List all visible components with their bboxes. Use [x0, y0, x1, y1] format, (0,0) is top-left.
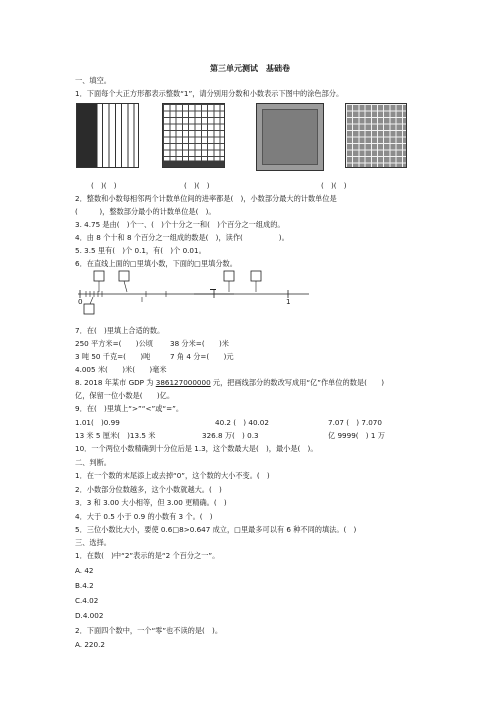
- question-8-line-1: [75, 378, 384, 387]
- section-heading-fill: 一、填空。: [75, 76, 111, 85]
- number-line-figure: [74, 268, 314, 318]
- section-heading-choice: 三、选择。: [75, 538, 111, 547]
- question-8-underlined-number: 386127000000: [155, 378, 211, 387]
- judge-item-1: 1．在一个数的末尾添上或去掉“0”，这个数的大小不变。( ): [75, 471, 270, 480]
- question-9-r2-c3: 亿 9999( ) 1 万: [328, 431, 385, 440]
- number-line-one: 1: [286, 297, 291, 306]
- question-7-b2: 7 角 4 分=( )元: [170, 352, 234, 361]
- choice-q1-option-c: C.4.02: [75, 596, 99, 605]
- question-8-text-post: 元，把画线部分的数改写成用“亿”作单位的数是( ): [210, 378, 385, 387]
- judge-item-4: 4．大于 0.5 小于 0.9 的小数有 3 个。( ): [75, 512, 213, 521]
- question-7-b1: 3 吨 50 千克=( )吨: [75, 352, 151, 361]
- question-9-r1-c3: 7.07 ( ) 7.070: [328, 418, 382, 427]
- question-2-line-2: ( )，整数部分最小的计数单位是( )。: [75, 207, 216, 216]
- question-7-a1: 250 平方米=( )公顷: [75, 339, 153, 348]
- section-heading-judge: 二、判断。: [75, 458, 111, 467]
- question-3: 3. 4.75 是由( )个一、( )个十分之一和( )个百分之一组成的。: [75, 220, 285, 229]
- judge-item-3: 3．3 和 3.00 大小相等，但 3.00 更精确。( ): [75, 498, 227, 507]
- question-9-r1-c2: 40.2 ( ) 40.02: [215, 418, 269, 427]
- question-7-c: 4.005 米( )米( )毫米: [75, 365, 167, 374]
- question-6: 6．在直线上面的□里填小数，下面的□里填分数。: [75, 259, 237, 268]
- question-8-text: 8. 2018 年某市 GDP 为: [75, 378, 156, 387]
- shaded-square-figure: [256, 103, 324, 171]
- choice-question-1: 1．在数( )中“2”表示的是“2 个百分之一”。: [75, 551, 220, 560]
- question-10: 10．一个两位小数精确到十分位后是 1.3，这个数最大是( )，最小是( )。: [75, 444, 318, 453]
- question-9: 9．在( )里填上“>”“<”或“=”。: [75, 404, 184, 413]
- q1-blank-3: ( )( ): [321, 181, 347, 190]
- choice-q1-option-a: A. 42: [75, 566, 94, 575]
- choice-question-2: 2．下面四个数中，一个“零”也不读的是( )。: [75, 626, 223, 635]
- question-9-r2-c1: 13 米 5 厘米( )13.5 米: [75, 431, 156, 440]
- question-2-line-1: 2．整数和小数每相邻两个计数单位间的进率都是( )，小数部分最大的计数单位是: [75, 194, 337, 203]
- hundredths-grid-figure: [162, 103, 225, 168]
- choice-q1-option-d: D.4.002: [75, 611, 104, 620]
- shaded-hundredths-figure: [345, 103, 407, 168]
- tenths-grid-figure: [76, 103, 139, 168]
- question-9-r2-c2: 326.8 万( ) 0.3: [202, 431, 259, 440]
- question-5: 5. 3.5 里有( )个 0.1，有( )个 0.01。: [75, 246, 206, 255]
- question-4: 4．由 8 个十和 8 个百分之一组成的数是( )，读作( )。: [75, 233, 289, 242]
- page-title: 第三单元测试 基础卷: [210, 64, 290, 73]
- question-9-r1-c1: 1.01( )0.99: [75, 418, 120, 427]
- question-7: 7．在( )里填上合适的数。: [75, 326, 165, 335]
- choice-q1-option-b: B.4.2: [75, 581, 94, 590]
- number-line-zero: 0: [78, 297, 83, 306]
- choice-q2-option-a: A. 220.2: [75, 640, 105, 649]
- q1-blank-2: ( )( ): [184, 181, 210, 190]
- question-8-line-2: 亿，保留一位小数是( )亿。: [75, 391, 175, 400]
- judge-item-5: 5．三位小数比大小，要使 0.6□8>0.647 成立，□里最多可以有 6 种不同的填法。( ): [75, 525, 357, 534]
- q1-blank-1: ( )( ): [91, 181, 117, 190]
- judge-item-2: 2．小数部分位数越多，这个小数就越大。( ): [75, 485, 222, 494]
- question-7-a2: 38 分米=( )米: [170, 339, 229, 348]
- question-1: 1．下面每个大正方形都表示整数“1”，请分别用分数和小数表示下图中的涂色部分。: [75, 89, 344, 98]
